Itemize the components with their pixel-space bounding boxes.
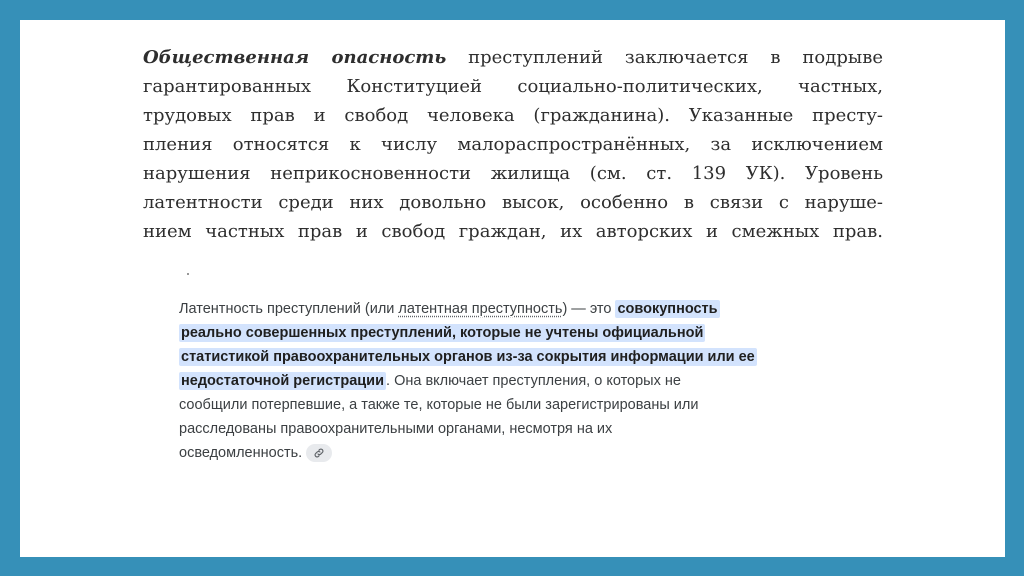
link-icon: [313, 447, 325, 459]
highlighted-definition: реально совершенных преступлений, которые не учтены официальной: [181, 325, 704, 341]
textbook-line: латентности среди них довольно высок, особенно в связи с наруше-: [143, 192, 883, 213]
answer-line: [179, 321, 819, 345]
textbook-line: трудовых прав и свобод человека (гражданина). Указанные престу-: [143, 105, 883, 126]
highlighted-definition: совокупность: [617, 301, 718, 317]
answer-text: осведомленность.: [179, 445, 303, 461]
textbook-line: нием частных прав и свобод граждан, их авторских и смежных прав.: [143, 221, 883, 242]
slide: [20, 20, 1005, 557]
latent-crime-link[interactable]: латентная преступность: [398, 301, 563, 317]
answer-line: [179, 297, 819, 321]
textbook-line: [143, 43, 883, 72]
textbook-line-text: преступлений заключается в подрыве: [446, 47, 883, 68]
highlighted-definition: недостаточной регистрации: [181, 373, 385, 389]
stray-mark: [187, 273, 189, 275]
answer-line: [179, 441, 819, 465]
highlighted-definition: статистикой правоохранительных органов из-за сокрытия информации или ее: [181, 349, 755, 365]
answer-text: Латентность преступлений (или: [179, 301, 399, 317]
textbook-term: Общественная опасность: [143, 47, 447, 68]
answer-line: [179, 369, 819, 393]
answer-text: ) — это: [562, 301, 616, 317]
source-link-chip[interactable]: [306, 444, 332, 462]
answer-line: сообщили потерпевшие, а также те, которые не были зарегистрированы или: [179, 397, 699, 413]
textbook-paragraph: [143, 43, 883, 246]
answer-line: [179, 345, 819, 369]
answer-line: расследованы правоохранительными органами, несмотря на их: [179, 421, 613, 437]
textbook-line: гарантированных Конституцией социально-политических, частных,: [143, 76, 883, 97]
ai-overview-answer: [179, 297, 819, 465]
textbook-line: нарушения неприкосновенности жилища (см. ст. 139 УК). Уровень: [143, 163, 883, 184]
answer-text: . Она включает преступления, о которых не: [386, 373, 681, 389]
textbook-line: пления относятся к числу малораспространённых, за исключением: [143, 134, 883, 155]
